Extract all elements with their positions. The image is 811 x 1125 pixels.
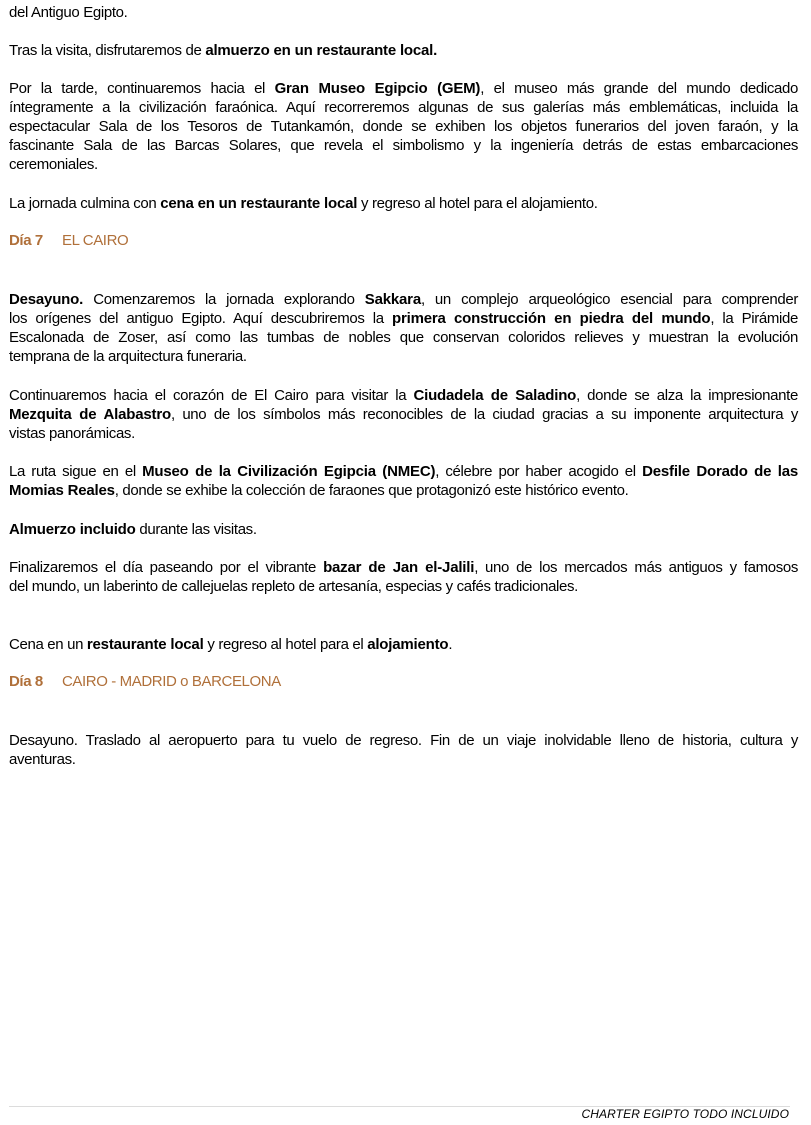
- text-line: [9, 405, 798, 424]
- text-line: [9, 3, 798, 22]
- text-line: [9, 386, 798, 405]
- text: Tras la visita, disfrutaremos de: [9, 42, 206, 59]
- paragraph: [9, 386, 798, 443]
- text: , un complejo arqueológico esencial para comprender: [420, 291, 799, 308]
- paragraph: [9, 290, 798, 366]
- text-line: [9, 424, 798, 443]
- bold-text: Desfile Dorado de las: [642, 463, 798, 480]
- day-heading: [9, 231, 128, 251]
- text: Continuaremos hacia el corazón de El Cairo para visitar la: [9, 387, 414, 404]
- text: , uno de los mercados más antiguos y famosos: [474, 559, 799, 576]
- text-line: [9, 462, 798, 481]
- text: Desayuno. Traslado al aeropuerto para tu vuelo de regreso. Fin de un viaje inolvidable lleno de historia, cultura y: [9, 732, 798, 749]
- text-line: [9, 347, 798, 366]
- bold-text: primera construcción en piedra del mundo: [392, 310, 711, 327]
- bold-text: Mezquita de Alabastro: [9, 406, 171, 423]
- text: íntegramente a la civilización faraónica. Aquí recorreremos algunas de sus galerías más emblemáticas, incluida la: [9, 99, 798, 116]
- bold-text: Sakkara: [364, 291, 421, 308]
- text-line: [9, 481, 798, 500]
- day-destination: CAIRO - MADRID o BARCELONA: [62, 673, 281, 690]
- text-line: [9, 79, 798, 98]
- text-line: [9, 155, 798, 174]
- bold-text: Gran Museo Egipcio (GEM): [274, 80, 481, 97]
- paragraph: [9, 558, 798, 596]
- text: vistas panorámicas.: [9, 425, 135, 442]
- day-number: Día 8: [9, 673, 43, 690]
- text-line: [9, 194, 798, 213]
- bold-text: restaurante local: [86, 636, 204, 653]
- text-line: [9, 136, 798, 155]
- bold-text: almuerzo en un restaurante local.: [205, 42, 438, 59]
- text: ceremoniales.: [9, 156, 98, 173]
- bold-text: Desayuno.: [9, 291, 84, 308]
- text: Cena en un: [9, 636, 87, 653]
- text: aventuras.: [9, 751, 76, 768]
- text-line: [9, 558, 798, 577]
- text-line: [9, 98, 798, 117]
- bold-text: Almuerzo incluido: [9, 521, 136, 538]
- paragraph: [9, 41, 798, 60]
- text: , uno de los símbolos más reconocibles de la ciudad gracias a su imponente arquitectura y: [170, 406, 798, 423]
- paragraph: [9, 462, 798, 500]
- paragraph: [9, 3, 798, 22]
- text: La jornada culmina con: [9, 195, 161, 212]
- text: y regreso al hotel para el alojamiento.: [357, 195, 598, 212]
- text: durante las visitas.: [135, 521, 257, 538]
- text-line: [9, 309, 798, 328]
- text-line: [9, 290, 798, 309]
- text: , la Pirámide: [710, 310, 798, 327]
- text-line: [9, 117, 798, 136]
- text: , el museo más grande del mundo dedicado: [480, 80, 798, 97]
- text: del Antiguo Egipto.: [9, 4, 128, 21]
- text-line: [9, 41, 798, 60]
- text: .: [448, 636, 453, 653]
- text-line: [9, 635, 798, 654]
- text: y regreso al hotel para el: [203, 636, 368, 653]
- text: Escalonada de Zoser, así como las tumbas de nobles que conservan coloridos relieves y muestran la evolución: [9, 329, 798, 346]
- text-line: [9, 731, 798, 750]
- footer-title: CHARTER EGIPTO TODO INCLUIDO: [581, 1107, 789, 1121]
- bold-text: bazar de Jan el-Jalili: [323, 559, 475, 576]
- bold-text: cena en un restaurante local: [160, 195, 358, 212]
- text: Por la tarde, continuaremos hacia el: [9, 80, 275, 97]
- day-heading: [9, 672, 281, 692]
- day-number: Día 7: [9, 232, 43, 249]
- text-line: [9, 577, 798, 596]
- text: espectacular Sala de los Tesoros de Tutankamón, donde se exhiben los objetos funerarios del joven faraón, y la: [9, 118, 798, 135]
- paragraph: [9, 79, 798, 174]
- bold-text: Momias Reales: [9, 482, 115, 499]
- text-line: [9, 750, 798, 769]
- paragraph: [9, 520, 798, 539]
- paragraph: [9, 731, 798, 769]
- day-destination: EL CAIRO: [62, 232, 129, 249]
- text-line: [9, 328, 798, 347]
- text: , célebre por haber acogido el: [435, 463, 643, 480]
- paragraph: [9, 194, 798, 213]
- text: Comenzaremos la jornada explorando: [83, 291, 365, 308]
- bold-text: Museo de la Civilización Egipcia (NMEC): [142, 463, 436, 480]
- paragraph: [9, 635, 798, 654]
- text: del mundo, un laberinto de callejuelas repleto de artesanía, especias y cafés tradicionales.: [9, 578, 579, 595]
- text: temprana de la arquitectura funeraria.: [9, 348, 247, 365]
- text: , donde se alza la impresionante: [576, 387, 798, 404]
- text-line: [9, 520, 798, 539]
- text: Finalizaremos el día paseando por el vibrante: [9, 559, 324, 576]
- text: fascinante Sala de las Barcas Solares, que revela el simbolismo y la ingeniería detrás de estas embarcaciones: [9, 137, 798, 154]
- bold-text: Ciudadela de Saladino: [413, 387, 577, 404]
- text: , donde se exhibe la colección de faraones que protagonizó este histórico evento.: [114, 482, 629, 499]
- text: los orígenes del antiguo Egipto. Aquí descubriremos la: [9, 310, 392, 327]
- text: La ruta sigue en el: [9, 463, 143, 480]
- bold-text: alojamiento: [367, 636, 449, 653]
